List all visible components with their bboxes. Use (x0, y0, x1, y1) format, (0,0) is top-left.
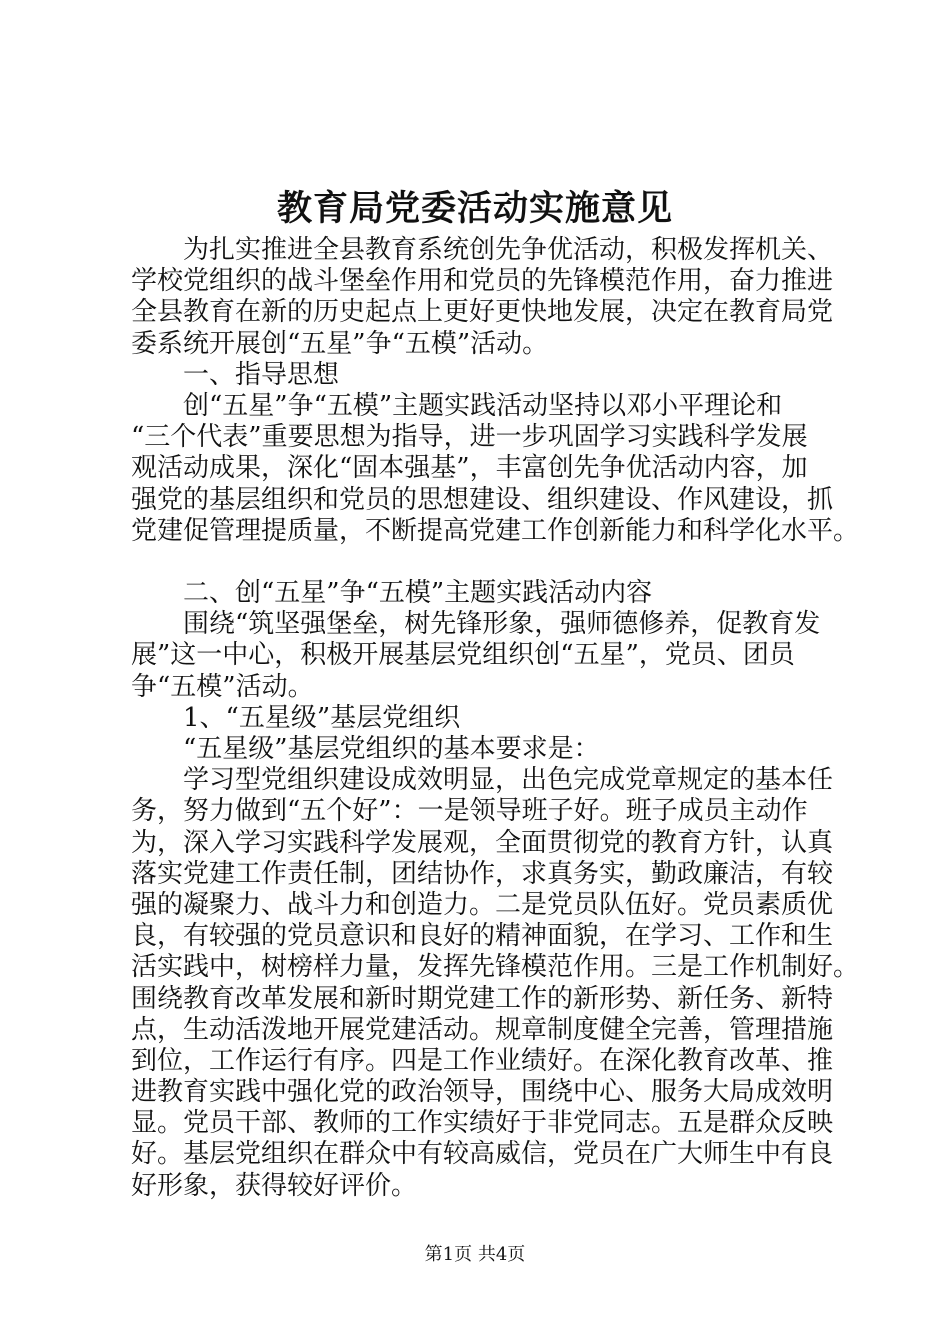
paragraph-line: 委系统开展创“五星”争“五模”活动。 (131, 328, 549, 359)
paragraph-line: 落实党建工作责任制，团结协作，求真务实，勤政廉洁，有较 (131, 858, 834, 889)
paragraph-line: 活实践中，树榜样力量，发挥先锋模范作用。三是工作机制好。 (131, 952, 860, 983)
page-number-footer: 第1页 共4页 (424, 1244, 526, 1265)
document-body (131, 235, 860, 1202)
paragraph-line: 观活动成果，深化“固本强基”，丰富创先争优活动内容，加 (131, 453, 808, 484)
paragraph-line: 强党的基层组织和党员的思想建设、组织建设、作风建设，抓 (131, 484, 834, 515)
paragraph-line: 点，生动活泼地开展党建活动。规章制度健全完善，管理措施 (131, 1014, 834, 1045)
paragraph-line: 务，努力做到“五个好”：一是领导班子好。班子成员主动作 (131, 796, 808, 827)
paragraph-line: 为，深入学习实践科学发展观，全面贯彻党的教育方针，认真 (131, 827, 834, 858)
paragraph-line: 创“五星”争“五模”主题实践活动坚持以邓小平理论和 (183, 390, 783, 421)
paragraph-line: 到位，工作运行有序。四是工作业绩好。在深化教育改革、推 (131, 1045, 834, 1076)
section-heading-1: 一、指导思想 (183, 359, 340, 390)
paragraph-line: 学习型党组织建设成效明显，出色完成党章规定的基本任 (183, 765, 834, 796)
paragraph-line: 党建促管理提质量，不断提高党建工作创新能力和科学化水平。 (131, 515, 860, 546)
paragraph-line: 学校党组织的战斗堡垒作用和党员的先锋模范作用，奋力推进 (131, 266, 834, 297)
paragraph-line: 好形象，获得较好评价。 (131, 1170, 418, 1201)
paragraph-line: 强的凝聚力、战斗力和创造力。二是党员队伍好。党员素质优 (131, 889, 834, 920)
paragraph-line: 显。党员干部、教师的工作实绩好于非党同志。五是群众反映 (131, 1108, 834, 1139)
section-heading-2: 二、创“五星”争“五模”主题实践活动内容 (183, 578, 653, 609)
paragraph-line: 展”这一中心，积极开展基层党组织创“五星”，党员、团员 (131, 640, 795, 671)
paragraph-line: 围绕“筑坚强堡垒，树先锋形象，强师德修养，促教育发 (183, 609, 821, 640)
paragraph-line: 围绕教育改革发展和新时期党建工作的新形势、新任务、新特 (131, 983, 834, 1014)
paragraph-line: “五星级”基层党组织的基本要求是： (183, 734, 600, 764)
subsection-heading: 1、“五星级”基层党组织 (183, 702, 461, 733)
paragraph-gap (131, 547, 831, 578)
paragraph-line: 好。基层党组织在群众中有较高威信，党员在广大师生中有良 (131, 1139, 834, 1170)
paragraph-line: 全县教育在新的历史起点上更好更快地发展，决定在教育局党 (131, 297, 834, 328)
page-title: 教育局党委活动实施意见 (276, 188, 673, 229)
paragraph-line: 为扎实推进全县教育系统创先争优活动，积极发挥机关、 (183, 235, 834, 265)
paragraph-line: “三个代表”重要思想为指导，进一步巩固学习实践科学发展 (131, 422, 808, 453)
paragraph-line: 争“五模”活动。 (131, 671, 314, 702)
paragraph-line: 良，有较强的党员意识和良好的精神面貌，在学习、工作和生 (131, 921, 834, 952)
paragraph-line: 进教育实践中强化党的政治领导，围绕中心、服务大局成效明 (131, 1077, 834, 1108)
